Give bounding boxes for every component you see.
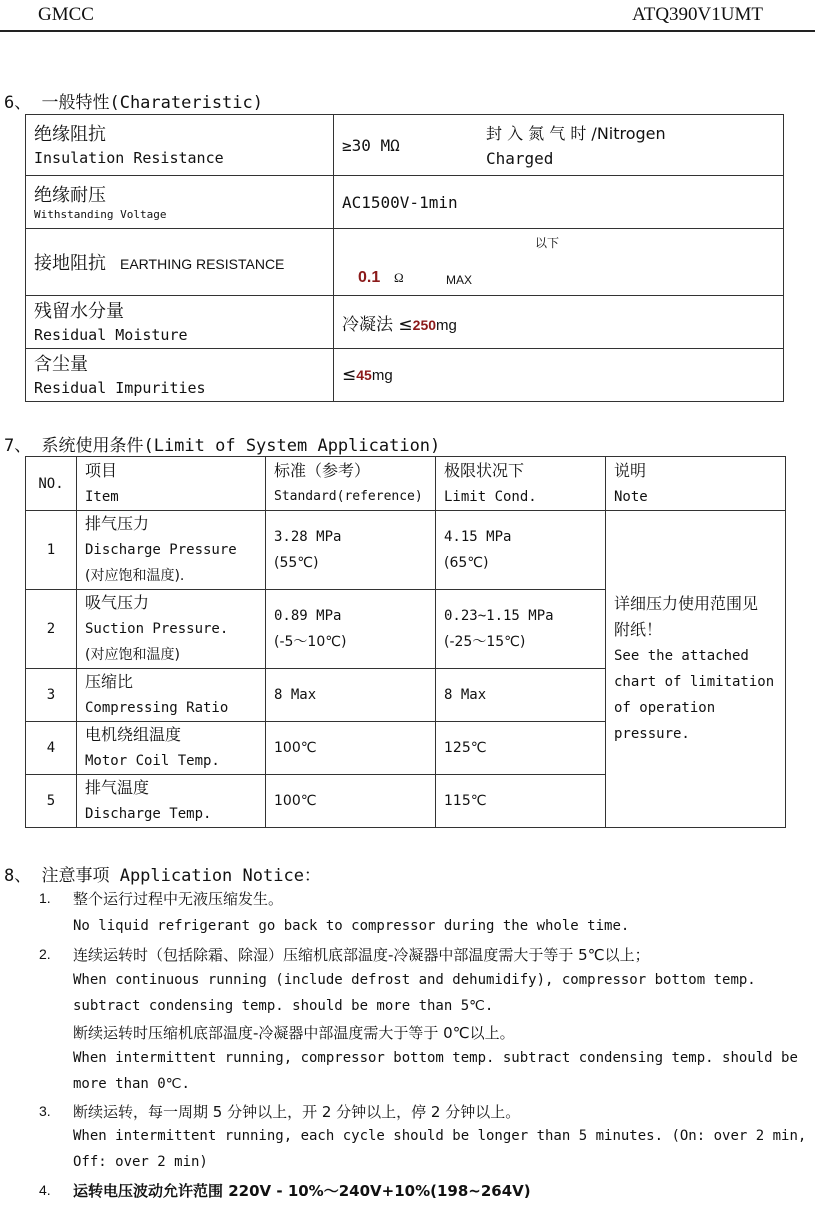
lim-temp: (-25～15℃) <box>444 634 526 650</box>
row-item <box>77 669 266 722</box>
row-no: 5 <box>26 775 77 828</box>
header-brand: GMCC <box>38 4 94 25</box>
lim-value: 125℃ <box>444 740 487 756</box>
table-row <box>26 115 784 176</box>
std-temp: (-5～10℃) <box>274 634 347 650</box>
note-cell <box>606 511 786 828</box>
label-en: Withstanding Voltage <box>34 208 167 221</box>
header-no: NO. <box>26 457 77 511</box>
header-std-en: Standard(reference) <box>274 488 423 504</box>
notice-line: When continuous running (include defrost and dehumidify), compressor bottom temp. <box>73 972 756 988</box>
lim-temp: (65℃) <box>444 555 489 571</box>
characteristic-table <box>25 114 784 402</box>
header-lim-en: Limit Cond. <box>444 488 537 505</box>
label-cn: 接地阻抗 <box>34 253 106 274</box>
std-value: 100℃ <box>274 740 317 756</box>
header-model: ATQ390V1UMT <box>632 4 763 25</box>
note-cn-line: 附纸！ <box>614 620 663 639</box>
notice-line: 断续运转，每一周期 5 分钟以上，开 2 分钟以上，停 2 分钟以上。 <box>73 1103 521 1121</box>
notice-line: When intermittent running, each cycle should be longer than 5 minutes. (On: over 2 min, <box>73 1128 807 1144</box>
notice-line: 连续运转时（包括除霜、除湿）压缩机底部温度-冷凝器中部温度需大于等于 5℃以上； <box>73 946 650 964</box>
below-note: 以下 <box>535 236 560 250</box>
section-7-title: 7、 系统使用条件(Limit of System Application) <box>4 436 441 456</box>
lim-value: 4.15 MPa <box>444 529 512 545</box>
notice-number: 1. <box>39 890 51 906</box>
impurities-label <box>26 349 334 402</box>
row-item <box>77 722 266 775</box>
notice-line: more than 0℃. <box>73 1076 190 1092</box>
nitrogen-note-en: Charged <box>486 149 554 168</box>
earthing-label <box>26 229 334 296</box>
table-header-row <box>26 457 786 511</box>
notice-line: When intermittent running, compressor bottom temp. subtract condensing temp. should be <box>73 1050 798 1066</box>
max-label: MAX <box>446 273 473 287</box>
note-en-line: of operation <box>614 700 716 716</box>
notice-line: Off: over 2 min) <box>73 1154 208 1170</box>
moisture-number: 250 <box>412 316 437 333</box>
label-cn: 绝缘阻抗 <box>34 123 106 145</box>
value-prefix: ≤ <box>342 365 357 385</box>
header-item-cn: 项目 <box>85 460 118 480</box>
notice-number: 2. <box>39 946 51 962</box>
table-row <box>26 229 784 296</box>
std-value: 8 Max <box>274 687 317 703</box>
item-cn: 排气压力 <box>85 514 150 533</box>
note-en-line: See the attached <box>614 648 749 664</box>
row-standard <box>266 511 436 590</box>
moisture-value <box>334 296 784 349</box>
lim-value: 8 Max <box>444 687 487 703</box>
row-no: 4 <box>26 722 77 775</box>
row-item <box>77 590 266 669</box>
item-cn: 电机绕组温度 <box>85 725 182 744</box>
impurities-value <box>334 349 784 402</box>
row-no: 3 <box>26 669 77 722</box>
item-en: Discharge Temp. <box>85 806 212 822</box>
header-note-cn: 说明 <box>614 460 647 480</box>
notice-line: 断续运转时压缩机底部温度-冷凝器中部温度需大于等于 0℃以上。 <box>73 1024 515 1042</box>
item-en: Discharge Pressure <box>85 542 237 558</box>
lim-value: 0.23~1.15 MPa <box>444 608 554 624</box>
section-6-title: 6、 一般特性(Charateristic) <box>4 93 263 113</box>
label-en: EARTHING RESISTANCE <box>120 256 285 272</box>
row-standard <box>266 775 436 828</box>
header-standard <box>266 457 436 511</box>
nitrogen-note: 封 入 氮 气 时 /Nitrogen <box>486 124 666 143</box>
row-limit <box>436 669 606 722</box>
row-limit <box>436 511 606 590</box>
header-limit <box>436 457 606 511</box>
item-cn: 压缩比 <box>85 672 134 691</box>
earthing-value <box>334 229 784 296</box>
value: AC1500V-1min <box>342 192 458 212</box>
header-item <box>77 457 266 511</box>
header-note-en: Note <box>614 488 648 505</box>
item-sub: (对应饱和温度) <box>85 647 180 663</box>
notice-line: 运转电压波动允许范围 220V - 10%～240V+10%(198~264V) <box>73 1182 531 1200</box>
std-temp: (55℃) <box>274 555 319 571</box>
item-sub: (对应饱和温度). <box>85 568 185 584</box>
item-en: Motor Coil Temp. <box>85 753 220 769</box>
notice-number: 3. <box>39 1103 51 1119</box>
notice-line: 整个运行过程中无液压缩发生。 <box>73 890 284 908</box>
unit: mg <box>371 367 393 384</box>
std-value: 0.89 MPa <box>274 608 342 624</box>
section-8-title: 8、 注意事项 Application Notice： <box>4 866 321 886</box>
earthing-number: 0.1 <box>358 269 381 286</box>
label-cn: 残留水分量 <box>34 300 124 322</box>
std-value: 3.28 MPa <box>274 529 342 545</box>
ohm-unit: Ω <box>394 270 404 285</box>
value: ≥30 MΩ <box>342 135 400 155</box>
page-header <box>0 0 815 32</box>
item-en: Compressing Ratio <box>85 700 229 716</box>
header-item-en: Item <box>85 488 119 505</box>
row-standard <box>266 722 436 775</box>
unit: mg <box>436 316 457 334</box>
row-no: 2 <box>26 590 77 669</box>
row-limit <box>436 775 606 828</box>
row-no: 1 <box>26 511 77 590</box>
system-limit-table <box>25 456 786 828</box>
item-en: Suction Pressure. <box>85 621 229 637</box>
std-value: 100℃ <box>274 793 317 809</box>
notice-line: subtract condensing temp. should be more than 5℃. <box>73 998 494 1014</box>
header-note <box>606 457 786 511</box>
label-cn: 绝缘耐压 <box>34 185 106 206</box>
impurities-number: 45 <box>356 367 372 383</box>
label-en: Residual Moisture <box>34 325 188 344</box>
header-std-cn: 标准（参考） <box>274 460 371 480</box>
row-item <box>77 511 266 590</box>
withstanding-value <box>334 176 784 229</box>
label-en: Insulation Resistance <box>34 148 224 167</box>
table-row <box>26 511 786 590</box>
row-limit <box>436 590 606 669</box>
value-prefix: 冷凝法 ≤ <box>342 314 413 335</box>
row-item <box>77 775 266 828</box>
note-en-line: chart of limitation <box>614 674 775 690</box>
moisture-label <box>26 296 334 349</box>
insulation-value <box>334 115 784 176</box>
insulation-label <box>26 115 334 176</box>
note-en-line: pressure. <box>614 726 690 742</box>
row-standard <box>266 669 436 722</box>
item-cn: 排气温度 <box>85 778 150 797</box>
notice-line: No liquid refrigerant go back to compressor during the whole time. <box>73 918 630 934</box>
table-row <box>26 176 784 229</box>
header-lim-cn: 极限状况下 <box>444 460 525 480</box>
notice-number: 4. <box>39 1182 51 1198</box>
row-limit <box>436 722 606 775</box>
table-row <box>26 349 784 402</box>
row-standard <box>266 590 436 669</box>
table-row <box>26 296 784 349</box>
lim-value: 115℃ <box>444 793 487 809</box>
withstanding-label <box>26 176 334 229</box>
note-cn-line: 详细压力使用范围见 <box>614 594 759 613</box>
label-en: Residual Impurities <box>34 378 206 397</box>
item-cn: 吸气压力 <box>85 593 150 612</box>
label-cn: 含尘量 <box>34 353 88 375</box>
